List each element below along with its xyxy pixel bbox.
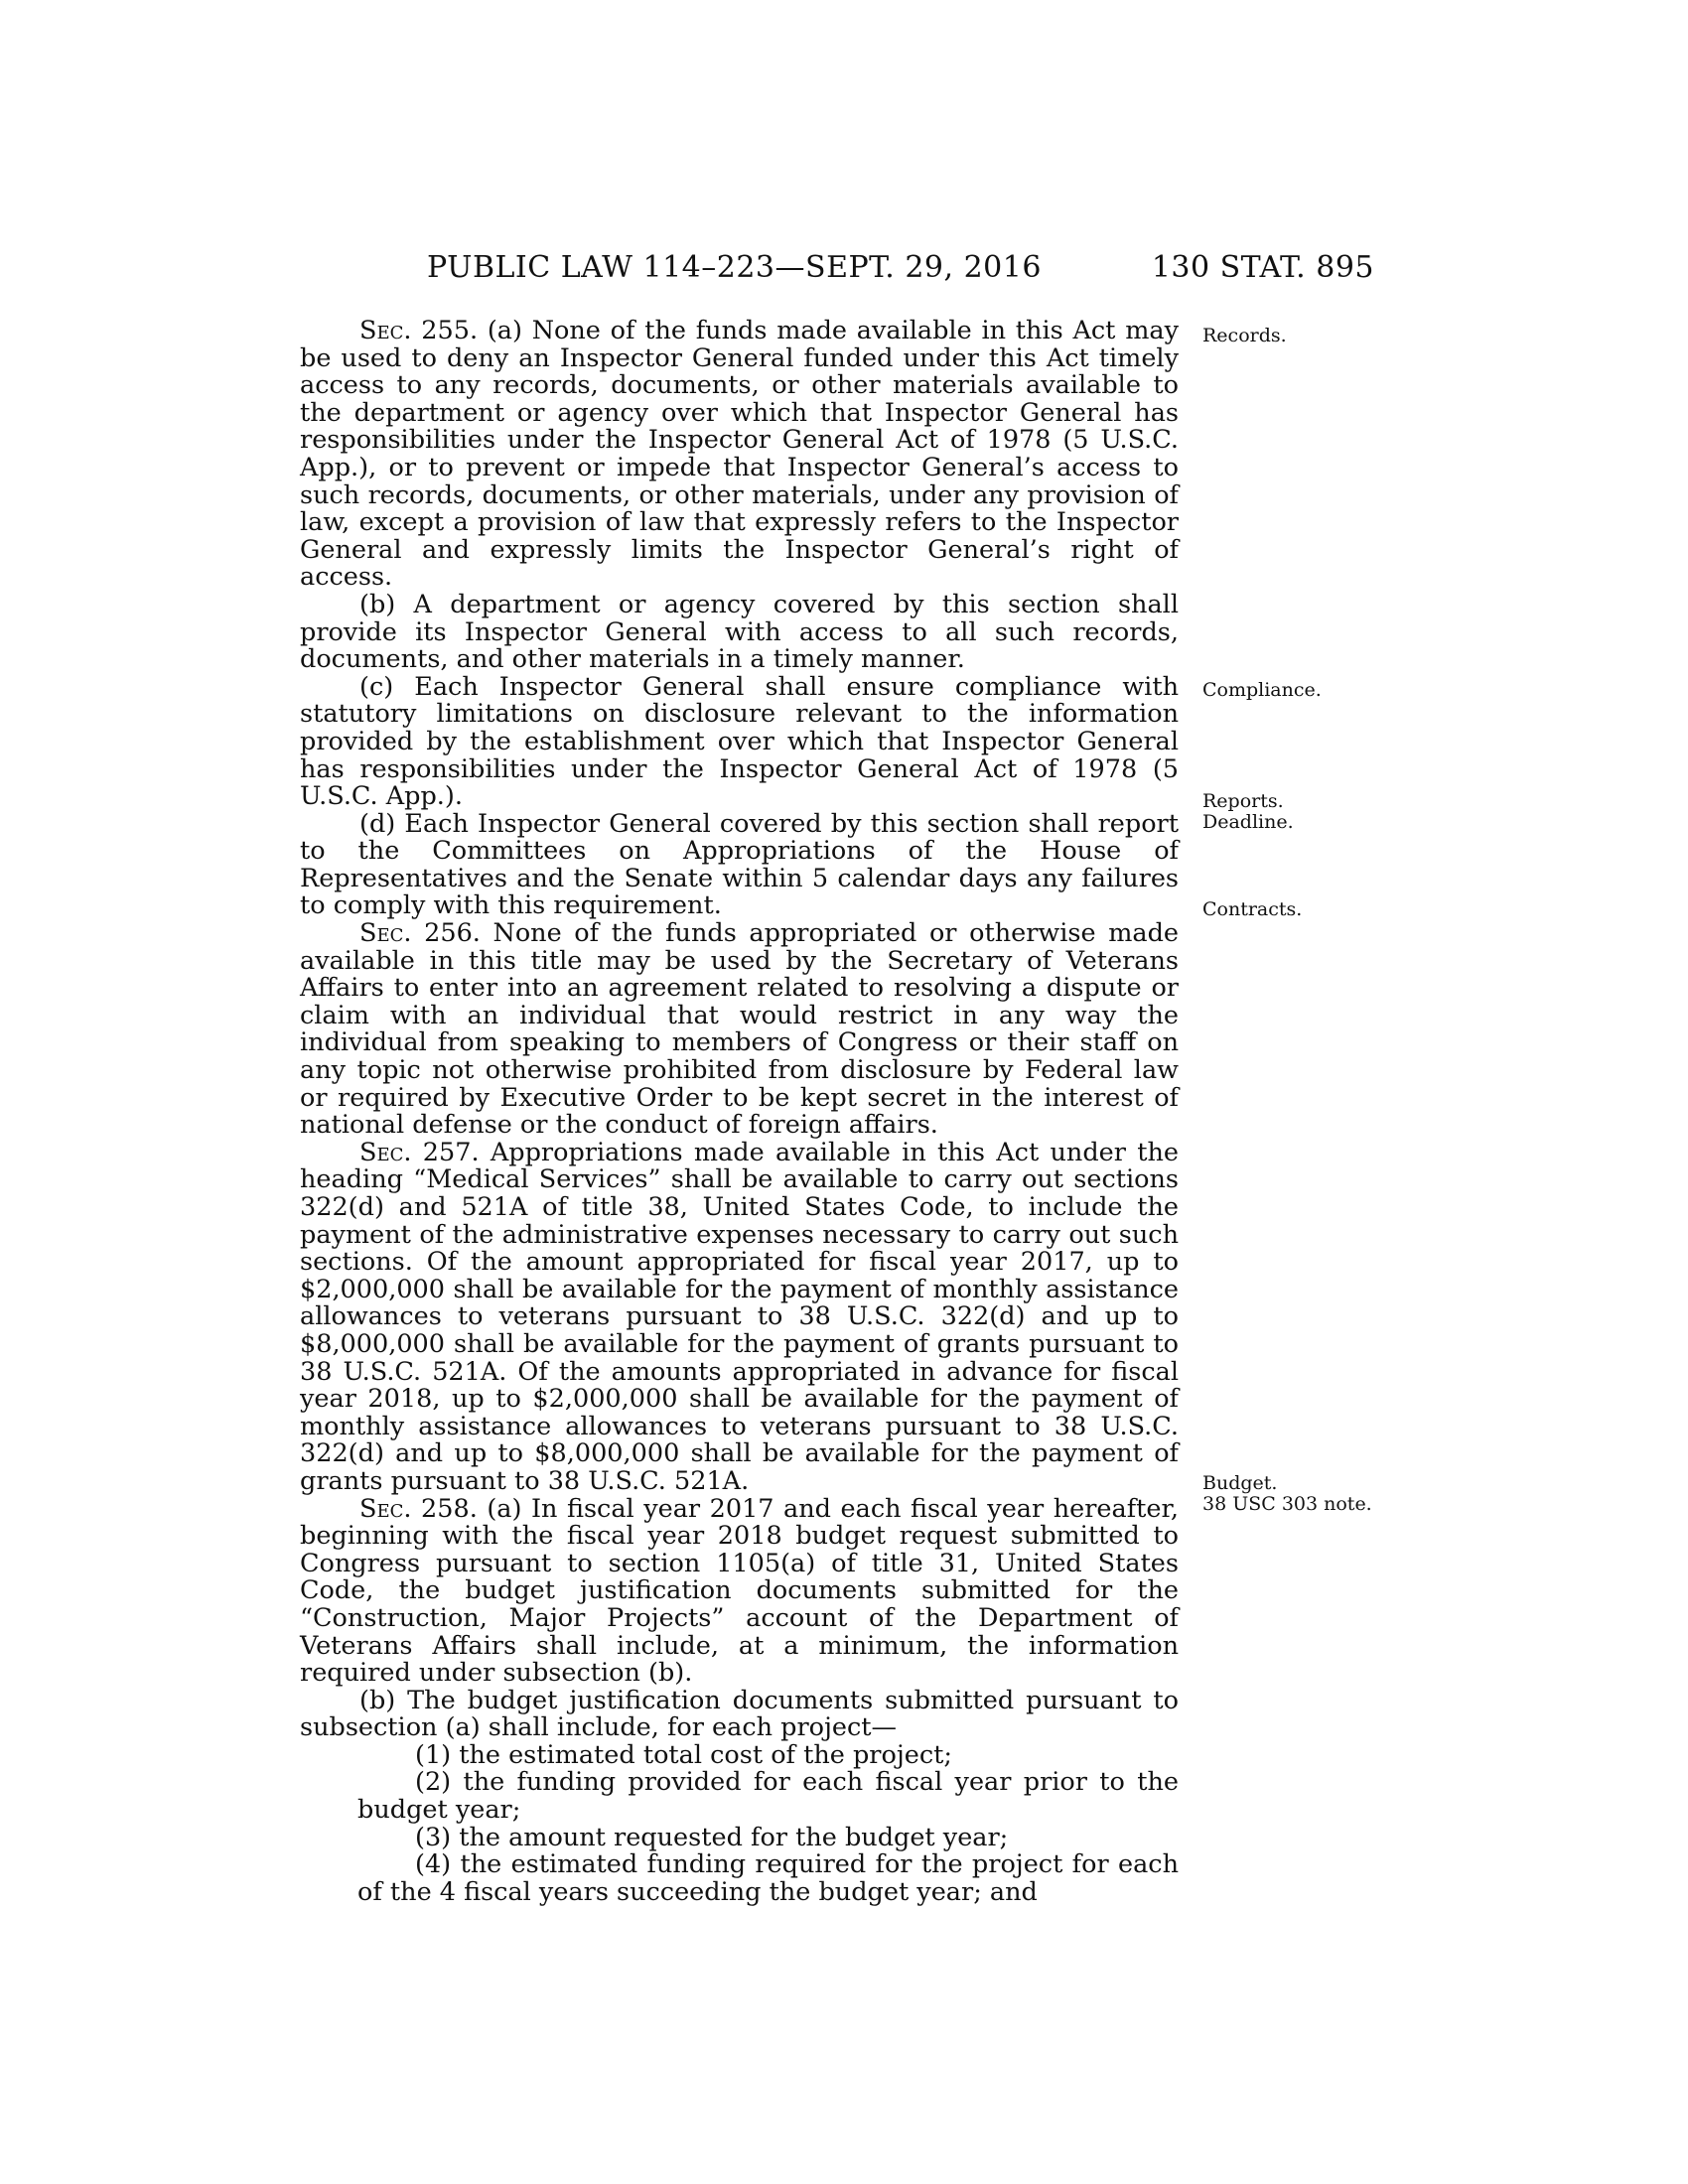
section-257: [300, 1137, 1179, 1496]
list-item-1: (1) the estimated total cost of the project;: [415, 1739, 952, 1770]
paragraph-text: 255. (a) None of the funds made available in this Act may be used to deny an Inspector General funded under this Act timely access to any records, documents, or other materials available to the department or agency over which that Inspector General has responsibilities under the Inspector General Act of 1978 (5 U.S.C. App.), or to prevent or impede that Inspector General’s access to such records, documents, or other materials, under any provision of law, except a provision of law that expressly refers to the Inspector General and expressly limits the Inspector General’s right of access.: [300, 316, 1179, 593]
section-256: [300, 920, 1179, 1140]
section-258-b: (b) The budget justification documents submitted pursuant to subsection (a) shall include, for each project—: [300, 1685, 1179, 1743]
paragraph-text: 256. None of the funds appropriated or otherwise made available in this title may be used by the Secretary of Veterans Affairs to enter into an agreement related to resolving a dispute or claim with an individual that would restrict in any way the individual from speaking to members of Congress or their staff on any topic not otherwise prohibited from disclosure by Federal law or required by Executive Order to be kept secret in the interest of national defense or the conduct of foreign affairs.: [300, 918, 1179, 1141]
page-header-stat: 130 STAT. 895: [1151, 250, 1374, 285]
margin-note-usc: 38 USC 303 note.: [1202, 1493, 1372, 1515]
margin-note-deadline: Deadline.: [1202, 811, 1294, 833]
list-item-4: (4) the estimated funding required for the project for each of the 4 fiscal years succeeding the budget year; and: [357, 1849, 1179, 1907]
paragraph-text: 257. Appropriations made available in this Act under the heading “Medical Services” shall be available to carry out sections 322(d) and 521A of title 38, United States Code, to include the payment of the administrative expenses necessary to carry out such sections. Of the amount appropriated for fiscal year 2017, up to $2,000,000 shall be available for the payment of monthly assistance allowances to veterans pursuant to 38 U.S.C. 322(d) and up to $8,000,000 shall be available for the payment of grants pursuant to 38 U.S.C. 521A. Of the amounts appropriated in advance for fiscal year 2018, up to $2,000,000 shall be available for the payment of monthly assistance allowances to veterans pursuant to 38 U.S.C. 322(d) and up to $8,000,000 shall be available for the payment of grants pursuant to 38 U.S.C. 521A.: [300, 1137, 1179, 1496]
section-255-c: (c) Each Inspector General shall ensure compliance with statutory limitations on disclosure relevant to the information provided by the establishment over which that Inspector General has responsibilities under the Inspector General Act of 1978 (5 U.S.C. App.).: [300, 671, 1179, 812]
page-header: [300, 250, 1374, 290]
margin-note-compliance: Compliance.: [1202, 679, 1322, 701]
section-255-b: (b) A department or agency covered by this section shall provide its Inspector General with access to all such records, documents, and other materials in a timely manner.: [300, 589, 1179, 675]
section-255-d: (d) Each Inspector General covered by this section shall report to the Committees on Appropriations of the House of Representatives and the Senate within 5 calendar days any failures to comply with this requirement.: [300, 808, 1179, 921]
section-label: Sec.: [359, 918, 412, 949]
margin-note-reports: Reports.: [1202, 790, 1284, 812]
margin-note-budget: Budget.: [1202, 1472, 1278, 1494]
section-258-a: [300, 1493, 1179, 1689]
document-body: [300, 318, 1179, 1906]
margin-note-contracts: Contracts.: [1202, 898, 1303, 920]
section-label: Sec.: [359, 316, 412, 345]
list-item-2: (2) the funding provided for each fiscal year prior to the budget year;: [357, 1767, 1179, 1826]
page-header-title: PUBLIC LAW 114–223—SEPT. 29, 2016: [427, 250, 1042, 285]
section-label: Sec.: [359, 1493, 412, 1524]
section-255-a: [300, 318, 1179, 592]
paragraph-text: 258. (a) In fiscal year 2017 and each fiscal year hereafter, beginning with the fiscal year 2018 budget request submitted to Congress pursuant to section 1105(a) of title 31, United States Code, the budget justification documents submitted for the “Construction, Major Projects” account of the Department of Veterans Affairs shall include, at a minimum, the information required under subsection (b).: [300, 1493, 1179, 1689]
list-item-3: (3) the amount requested for the budget year;: [415, 1822, 1009, 1852]
section-label: Sec.: [359, 1137, 412, 1167]
margin-note-records: Records.: [1202, 325, 1287, 346]
